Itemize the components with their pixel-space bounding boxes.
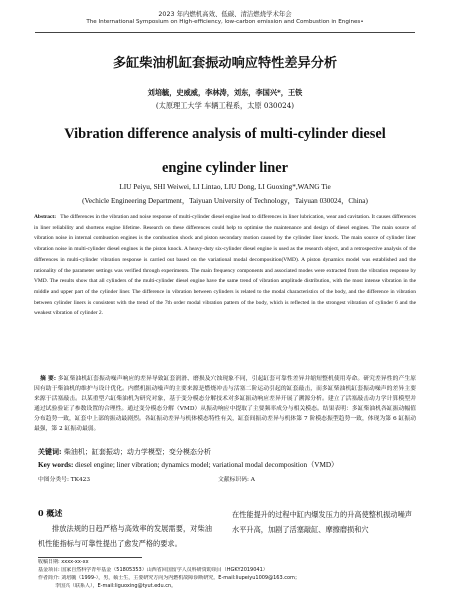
keywords-en-label: Key words: — [38, 461, 74, 469]
document-code-label: 文献标识码: — [218, 477, 249, 483]
header-rule — [35, 32, 415, 33]
affiliation-en: (Vechicle Engineering Department，Taiyuan University of Technology，Taiyuan 030024，China) — [82, 197, 368, 205]
authors-en: LIU Peiyu, SHI Weiwei, LI Lintao, LIU Dong, LI Guoxing*,WANG Tie — [119, 182, 331, 191]
affiliation-cn: (太原理工大学 车辆工程系，太原 030024) — [155, 101, 295, 110]
footnote-author-intro: 作者简介: 刘培毓（1999-），男，硕士生，主要研究方向为内燃机故障诊断研究。E-mail:liupeiyu1009@163.com； — [38, 575, 300, 581]
document-code-value: A — [250, 477, 255, 483]
keywords-en-text: diesel engine; liner vibration; dynamics model; variational modal decomposition（VMD） — [75, 461, 339, 469]
footnote-funding: 基金项目: 国家自然科学青年基金（51805353）山西省回国留学人员科研资助项目（HGKY2019041） — [38, 567, 268, 573]
document-code — [218, 474, 255, 483]
abstract-cn-label: 摘 要: — [40, 376, 56, 382]
keywords-cn — [38, 447, 418, 457]
keywords-en — [38, 460, 418, 470]
abstract-cn-text: 多缸柴油机缸套振动噪声响应的差异导致缸套润滑、磨损及穴蚀现象不同，引起缸套可靠性差异并缩短整机使用寿命。研究差异性的产生原因有助于柴油机的维护与设计优化。内燃机振动噪声的主要来源是燃烧冲击与活塞二阶运动引起的缸套敲击，而多缸柴油机缸套振动噪声的差异主要来源于活塞敲击。以某重型六缸柴油机为研究对象，基于变分模态分解技术对多缸振动响应差异开展了溯源分析。建立了活塞敲击动力学计算模型并通过试验验证了参数设置的合理性。通过变分模态分解（VMD）从振动响应中提取了主要频率成分与相关模态。结果表明：多缸柴油机各缸振动幅值分布趋势一致，缸套中上部的振动最剧烈。各缸振动差异与机体模态特性有关，缸套间振动差异与机体第 7 阶模态振型趋势一致，体现为第 6 缸振动最强，第 2 缸振动最弱。 — [34, 376, 416, 433]
classification-value: TK423 — [70, 477, 91, 483]
conference-name-en: The International Symposium on High-efficiency, low-carbon emission and Combustion in Engines• — [86, 19, 364, 25]
paper-title-en-line2: engine cylinder liner — [161, 160, 289, 176]
footnote-rule — [38, 557, 142, 558]
footnote-received: 收稿日期: xxxx-xx-xx — [38, 559, 89, 565]
body-text-right: 在性能提升的过程中缸内爆发压力的升高使整机振动噪声水平升高，加剧了活塞敲缸、摩擦磨损和穴 — [232, 510, 412, 534]
abstract-en — [34, 212, 416, 319]
conference-name-cn: 2023 年内燃机高效、低碳、清洁燃烧学术年会 — [158, 10, 292, 18]
abstract-en-text: The differences in the vibration and noise response of multi-cylinder diesel engine lead to differences in liner lubrication, wear and cavitation. It causes differences in liner reliability and shortens engine lifetime. Research on these differences could help to optimise the maintenance and design of diesel engines. The main source of vibration noise in internal combustion engines is the combustion shock and piston secondary motion caused by the cylinder liner knock. The main source of cylinder liner vibration noise in multi-cylinder diesel engines is the piston knock. A heavy-duty six-cylinder diesel engine is used as the research object, and a retrospective analysis of the differences in multi-cylinder vibration response is carried out based on the variational modal decomposition(VMD). A piston dynamics model was established and the rationality of the parameter settings was verified through experiments. The main frequency components and associated modes were extracted from the vibration response by VMD. The results show that all cylinders of the multi-cylinder diesel engine have the same trend of vibration amplitude distribution, with the most intense vibration in the middle and upper part of the cylinder liner. The difference in vibration between cylinders is related to the modal characteristics of the body, and the difference in vibration between cylinder liners is consistent with the trend of the 7th order modal vibration pattern of the body, which is reflected in the strongest vibration of cylinder 6 and the weakest vibration of cylinder 2. — [34, 214, 416, 317]
footnote-contact: 李国兴（联系人），E-mail:liguoxing@tyut.edu.cn。 — [55, 583, 177, 589]
classification-label: 中图分类号: — [38, 477, 69, 483]
keywords-cn-text: 柴油机；缸套振动；动力学模型；变分模态分析 — [63, 448, 211, 456]
paper-title-cn: 多缸柴油机缸套振动响应特性差异分析 — [112, 56, 338, 71]
keywords-cn-label: 关键词: — [38, 447, 62, 456]
abstract-en-label: Abstract: — [34, 214, 57, 220]
authors-cn: 刘培毓，史威威，李林涛，刘东，李国兴*，王铁 — [147, 88, 303, 97]
body-text-left: 排放法规的日趋严格与高效率的发展需要，对柴油机性能指标与可靠性提出了愈发严格的要求。 — [38, 524, 212, 548]
paper-title-en-line1: Vibration difference analysis of multi-cylinder diesel — [64, 126, 386, 142]
section-heading: 0 概述 — [38, 508, 63, 518]
classification-number — [38, 474, 90, 483]
abstract-cn — [34, 374, 416, 435]
